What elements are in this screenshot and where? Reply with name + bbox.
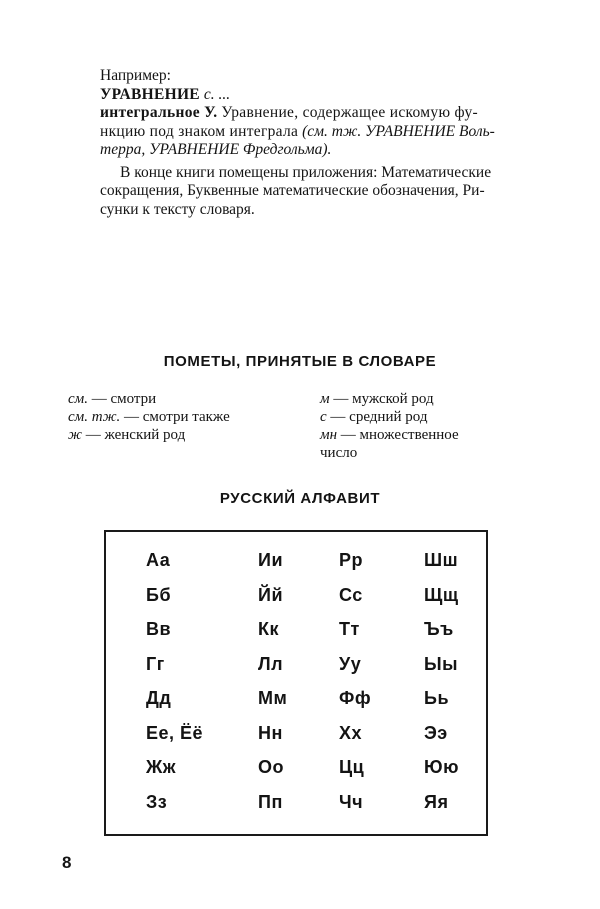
mark-item <box>68 390 298 408</box>
alphabet-letter: Гг <box>146 653 165 674</box>
mark-abbr: ж <box>68 427 82 443</box>
mark-item <box>320 408 540 426</box>
alphabet-letter: Хх <box>339 722 363 743</box>
alphabet-letter: Пп <box>258 791 283 812</box>
alphabet-letter: Ыы <box>424 653 458 674</box>
example-entry-ref-2: терра, УРАВНЕНИЕ Фредгольма). <box>100 141 332 158</box>
alphabet-letter: Жж <box>146 757 177 777</box>
alphabet-letter: Бб <box>146 584 172 605</box>
alphabet-letter: Ъъ <box>424 619 454 639</box>
example-entry-text-1: Уравнение, содержащее искомую фу- <box>221 104 478 121</box>
mark-meaning: — мужской род <box>333 391 434 407</box>
mark-abbr: мн <box>320 427 338 443</box>
mark-continuation: число <box>320 445 358 461</box>
alphabet-letter: Щщ <box>424 584 459 605</box>
appendix-line-1: В конце книги помещены приложения: Математические <box>120 163 492 181</box>
alphabet-letter: Юю <box>424 757 459 777</box>
intro-block <box>100 67 550 219</box>
alphabet-letter: Тт <box>339 619 360 639</box>
mark-item <box>68 408 298 426</box>
mark-abbr: см. <box>68 391 88 407</box>
alphabet-letter: Ии <box>258 550 284 570</box>
alphabet-letter: Ээ <box>424 722 448 743</box>
alphabet-letter: Чч <box>339 791 364 812</box>
alphabet-letter: Ьь <box>424 688 450 708</box>
alphabet-letter: Яя <box>424 791 449 812</box>
example-label <box>100 67 550 86</box>
example-entry-term: интегральное У. <box>100 104 218 121</box>
appendix-line-2: сокращения, Буквенные математические обозначения, Ри- <box>100 182 485 199</box>
page-number: 8 <box>62 853 72 872</box>
alphabet-letter: Лл <box>258 653 284 674</box>
example-entry <box>100 104 550 160</box>
mark-meaning: — средний род <box>330 409 428 425</box>
example-headword: УРАВНЕНИЕ <box>100 85 200 103</box>
example-entry-ref: (см. тж. УРАВНЕНИЕ Воль- <box>302 122 495 140</box>
mark-item <box>320 390 540 408</box>
alphabet-letter: Аа <box>146 550 171 570</box>
example-entry-text-2: нкцию под знаком интеграла <box>100 122 299 140</box>
mark-abbr: с <box>320 409 327 425</box>
mark-meaning: — женский род <box>85 427 186 443</box>
alphabet-letter: Йй <box>258 584 284 605</box>
marks-list-left <box>68 390 298 444</box>
example-headword-gram: с. ... <box>203 85 231 103</box>
marks-list-right <box>320 390 540 462</box>
mark-meaning: — множественное <box>340 427 459 443</box>
alphabet-letter: Цц <box>339 757 365 777</box>
alphabet-letter: Зз <box>146 791 168 812</box>
alphabet-letter: Оо <box>258 757 284 777</box>
marks-heading: ПОМЕТЫ, ПРИНЯТЫЕ В СЛОВАРЕ <box>163 353 437 370</box>
alphabet-letter: Кк <box>258 619 279 639</box>
alphabet-letter: Сс <box>339 584 363 605</box>
alphabet-letter: Мм <box>258 688 288 708</box>
mark-meaning: — смотри <box>91 391 157 407</box>
alphabet-table <box>104 530 488 836</box>
alphabet-heading: РУССКИЙ АЛФАВИТ <box>219 490 381 507</box>
mark-abbr: см. тж. <box>68 409 121 425</box>
example-headword-line <box>100 86 550 105</box>
alphabet-letter: Ее, Ёё <box>146 722 204 743</box>
alphabet-letter: Фф <box>339 688 372 708</box>
alphabet-letter: Шш <box>424 550 459 570</box>
alphabet-letter: Дд <box>146 688 172 708</box>
mark-item <box>320 426 540 444</box>
mark-abbr: м <box>320 391 330 407</box>
mark-meaning: — смотри также <box>124 409 230 425</box>
alphabet-letter: Нн <box>258 722 283 743</box>
mark-item <box>68 426 298 444</box>
example-label-text: Например: <box>100 67 171 84</box>
alphabet-letter: Вв <box>146 619 172 639</box>
appendix-line-3: сунки к тексту словаря. <box>100 200 255 218</box>
alphabet-letter: Уу <box>339 653 362 674</box>
appendix-paragraph <box>100 164 550 220</box>
alphabet-letter: Рр <box>339 550 364 570</box>
